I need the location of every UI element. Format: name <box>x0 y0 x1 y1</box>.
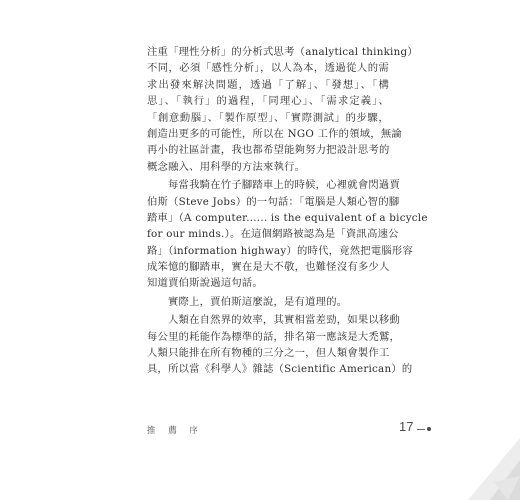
paragraph-1-line-5: 「創意動腦」、「製作原型」、「實際測試」的步驟， <box>147 111 389 124</box>
paragraph-4-line-4: 具，所以當《科學人》雜誌（Scientific American）的 <box>147 363 413 376</box>
paragraph-4-line-3: 人類只能排在所有物種的三分之一，但人類會製作工 <box>147 347 390 360</box>
paragraph-2-line-2: 伯斯（Steve Jobs）的一句話：「電腦是人類心智的腳 <box>147 195 400 208</box>
paragraph-2-line-3: 踏車」（A computer...... is the equivalent of a bicycle <box>147 211 428 224</box>
page-footer <box>147 421 447 441</box>
paragraph-4-line-1: 人類在自然界的效率，其實相當差勁，如果以移動 <box>168 314 401 327</box>
paragraph-2-line-1: 每當我騎在竹子腳踏車上的時候，心裡就會閃過賈 <box>168 179 401 192</box>
page-number-rule <box>417 429 425 430</box>
paragraph-2-line-4: for our minds.）。在這個網路被認為是「資訊高速公 <box>147 228 399 241</box>
paragraph-4-line-2: 每公里的耗能作為標準的話，排名第一應該是大禿鷲， <box>147 330 401 343</box>
corner-decoration-icon <box>450 430 520 500</box>
paragraph-1-line-3: 求出發來解決問題，透過「了解」、「發想」、「構 <box>147 78 389 91</box>
paragraph-1-line-1: 注重「理性分析」的分析式思考（analytical thinking） <box>147 46 418 58</box>
page-number: 17 <box>399 419 414 434</box>
paragraph-2-line-6: 成笨憶的腳踏車，實在是大不敬，也難怪沒有多少人 <box>147 261 390 274</box>
section-label: 推 薦 序 <box>147 426 203 436</box>
body-text <box>147 44 428 378</box>
paragraph-1-line-2: 不同，必須「感性分析」，以人為本，透過從人的需 <box>147 62 389 75</box>
paragraph-2-line-7: 知道賈伯斯說過這句話。 <box>147 277 264 290</box>
paragraph-1-line-7: 再小的社區計畫，我也都希望能夠努力把設計思考的 <box>147 144 390 157</box>
page-number-dot-icon <box>427 427 431 431</box>
paragraph-3-line-1: 實際上，賈伯斯這麼說，是有道理的。 <box>168 295 348 308</box>
paragraph-1-line-6: 創造出更多的可能性，所以在 NGO 工作的領域，無論 <box>147 127 402 140</box>
paragraph-1-line-4: 思」、「執行」的過程，「同理心」、「需求定義」、 <box>147 95 389 108</box>
paragraph-1-line-8: 概念融入、用科學的方法來執行。 <box>147 160 306 173</box>
paragraph-2-line-5: 路」（information highway）的時代，竟然把電腦形容 <box>147 244 414 257</box>
